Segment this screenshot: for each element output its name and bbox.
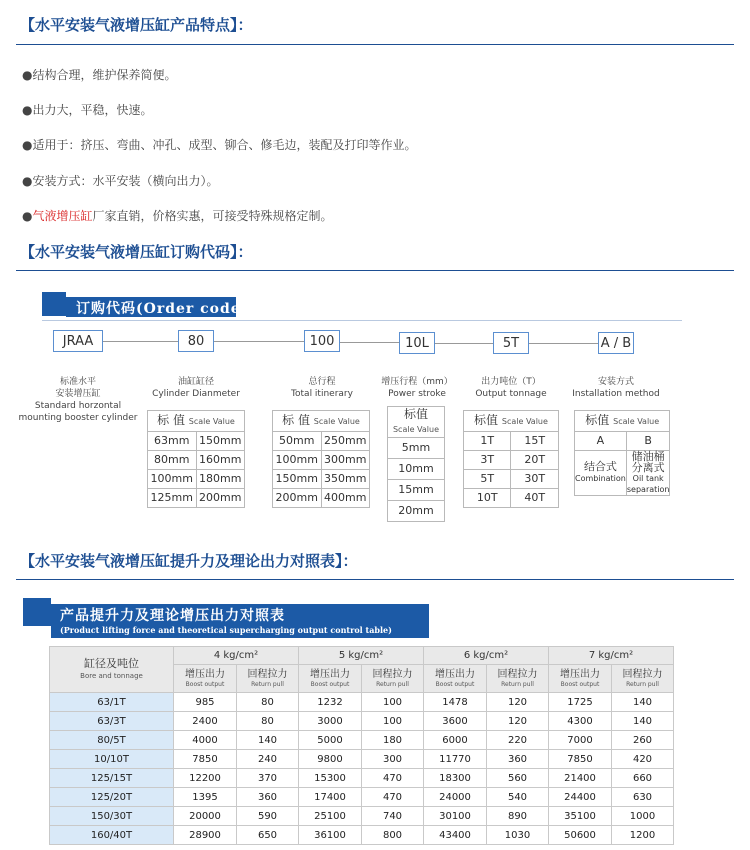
table-cell: 150mm [196, 432, 245, 451]
table-cell: 15T [511, 432, 559, 451]
boost-output-cell: 2400 [174, 712, 237, 731]
table-row [273, 451, 370, 470]
table-row [388, 459, 445, 480]
force-table-body [50, 693, 674, 845]
bore-tonnage-cell: 63/1T [50, 693, 174, 712]
table-cell: 10T [464, 489, 511, 508]
table-header: 标 值 Scale Value [273, 411, 370, 432]
boost-output-cell: 43400 [424, 826, 487, 845]
section-divider [16, 270, 734, 271]
table-cell: 400mm [321, 489, 370, 508]
boost-output-cell: 12200 [174, 769, 237, 788]
boost-output-cell: 50600 [549, 826, 612, 845]
table-row [50, 807, 674, 826]
boost-output-cell: 7850 [174, 750, 237, 769]
return-pull-cell: 140 [612, 693, 674, 712]
table-cell: 50mm [273, 432, 322, 451]
table-cell: 100mm [273, 451, 322, 470]
table-row [575, 411, 670, 432]
return-pull-cell: 120 [487, 712, 549, 731]
table-cell: 125mm [148, 489, 197, 508]
code-connector [529, 343, 598, 344]
table-row [464, 411, 559, 432]
return-pull-cell: 740 [362, 807, 424, 826]
boost-output-cell: 4000 [174, 731, 237, 750]
code-connector [340, 342, 399, 343]
boost-output-cell: 4300 [549, 712, 612, 731]
table-cell: 350mm [321, 470, 370, 489]
table-cell: 10mm [388, 459, 445, 480]
table-cell: B [626, 432, 670, 451]
return-header: 回程拉力 Return pull [362, 665, 424, 693]
bore-tonnage-cell: 150/30T [50, 807, 174, 826]
return-pull-cell: 360 [237, 788, 299, 807]
boost-output-cell: 11770 [424, 750, 487, 769]
force-table-ribbon-title: 产品提升力及理论增压出力对照表 [60, 608, 285, 624]
power-stroke-value-table [387, 406, 445, 522]
return-pull-cell: 660 [612, 769, 674, 788]
feature-item: ●结构合理，维护保养简便。 [22, 68, 177, 82]
table-row [50, 826, 674, 845]
bore-value-table [147, 410, 245, 508]
table-cell: 1T [464, 432, 511, 451]
table-header: 标值 Scale Value [388, 407, 445, 438]
boost-output-cell: 24400 [549, 788, 612, 807]
pressure-header: 7 kg/cm² [549, 647, 674, 665]
tonnage-value-table [463, 410, 559, 508]
boost-output-cell: 9800 [299, 750, 362, 769]
pressure-header: 6 kg/cm² [424, 647, 549, 665]
boost-output-cell: 24000 [424, 788, 487, 807]
return-pull-cell: 800 [362, 826, 424, 845]
boost-output-cell: 1478 [424, 693, 487, 712]
table-cell: 40T [511, 489, 559, 508]
boost-output-cell: 17400 [299, 788, 362, 807]
table-row [388, 438, 445, 459]
table-cell: 15mm [388, 480, 445, 501]
boost-output-cell: 7850 [549, 750, 612, 769]
return-pull-cell: 370 [237, 769, 299, 788]
bore-tonnage-cell: 125/15T [50, 769, 174, 788]
feature-item: ●出力大，平稳，快速。 [22, 103, 153, 117]
return-pull-cell: 360 [487, 750, 549, 769]
return-pull-cell: 630 [612, 788, 674, 807]
return-pull-cell: 470 [362, 788, 424, 807]
table-cell: 250mm [321, 432, 370, 451]
table-row [148, 411, 245, 432]
code-total-stroke: 100 [304, 330, 340, 352]
table-row [273, 411, 370, 432]
boost-output-cell: 1395 [174, 788, 237, 807]
code-connector [103, 341, 178, 342]
table-cell: 5mm [388, 438, 445, 459]
return-pull-cell: 650 [237, 826, 299, 845]
table-cell: A [575, 432, 627, 451]
table-cell: 20mm [388, 501, 445, 522]
product-link-text[interactable]: 气液增压缸 [32, 209, 93, 223]
code-power-stroke: 10L [399, 332, 435, 354]
bore-tonnage-cell: 10/10T [50, 750, 174, 769]
install-value-table [574, 410, 670, 496]
boost-output-cell: 6000 [424, 731, 487, 750]
table-row [148, 451, 245, 470]
table-row [50, 731, 674, 750]
ribbon-accent [42, 292, 66, 316]
boost-output-cell: 5000 [299, 731, 362, 750]
table-cell: 5T [464, 470, 511, 489]
table-cell: 100mm [148, 470, 197, 489]
boost-output-cell: 18300 [424, 769, 487, 788]
table-row [50, 647, 674, 665]
bore-header: 缸径及吨位 Bore and tonnage [50, 647, 174, 693]
table-row [50, 712, 674, 731]
return-pull-cell: 180 [362, 731, 424, 750]
feature-item: ●适用于：挤压、弯曲、冲孔、成型、铆合、修毛边，装配及打印等作业。 [22, 138, 417, 152]
code-tonnage: 5T [493, 332, 529, 354]
return-pull-cell: 1030 [487, 826, 549, 845]
bore-tonnage-cell: 80/5T [50, 731, 174, 750]
table-row [388, 480, 445, 501]
table-row [464, 451, 559, 470]
table-row [273, 432, 370, 451]
table-header: 标值 Scale Value [575, 411, 670, 432]
label-series: 标准水平 安装增压缸 Standard horzontal mounting booster cylinder [18, 377, 138, 423]
table-header: 标 值 Scale Value [148, 411, 245, 432]
return-pull-cell: 890 [487, 807, 549, 826]
table-header: 标值 Scale Value [464, 411, 559, 432]
return-pull-cell: 260 [612, 731, 674, 750]
pressure-header: 4 kg/cm² [174, 647, 299, 665]
return-pull-cell: 420 [612, 750, 674, 769]
table-cell: 300mm [321, 451, 370, 470]
table-row [273, 470, 370, 489]
boost-output-cell: 1232 [299, 693, 362, 712]
code-connector [435, 343, 493, 344]
table-cell: 63mm [148, 432, 197, 451]
table-row [388, 407, 445, 438]
return-pull-cell: 140 [612, 712, 674, 731]
feature-item-factory: ●气液增压缸厂家直销，价格实惠，可接受特殊规格定制。 [22, 209, 333, 223]
return-header: 回程拉力 Return pull [237, 665, 299, 693]
boost-output-cell: 7000 [549, 731, 612, 750]
boost-header: 增压出力 Boost output [549, 665, 612, 693]
label-power-stroke: 增压行程（mm） Power stroke [381, 377, 453, 399]
total-stroke-value-table [272, 410, 370, 508]
return-pull-cell: 540 [487, 788, 549, 807]
table-cell: 150mm [273, 470, 322, 489]
boost-output-cell: 985 [174, 693, 237, 712]
force-table-ribbon-subtitle: (Product lifting force and theoretical supercharging output control table) [60, 625, 392, 635]
section-title-features: 【水平安装气液增压缸产品特点】： [20, 16, 253, 34]
return-pull-cell: 560 [487, 769, 549, 788]
boost-output-cell: 36100 [299, 826, 362, 845]
return-pull-cell: 140 [237, 731, 299, 750]
code-install: A / B [598, 332, 634, 354]
table-row [50, 788, 674, 807]
return-pull-cell: 80 [237, 693, 299, 712]
table-row [464, 432, 559, 451]
label-total-stroke: 总行程 Total itinerary [291, 377, 353, 399]
label-install: 安装方式 Installation method [572, 377, 660, 399]
table-row [50, 769, 674, 788]
section-divider [16, 44, 734, 45]
return-pull-cell: 1000 [612, 807, 674, 826]
boost-output-cell: 30100 [424, 807, 487, 826]
table-cell: 3T [464, 451, 511, 470]
table-row [464, 470, 559, 489]
return-pull-cell: 300 [362, 750, 424, 769]
table-cell: 200mm [273, 489, 322, 508]
force-comparison-table [49, 646, 674, 845]
return-pull-cell: 100 [362, 712, 424, 731]
table-row [148, 432, 245, 451]
table-row [273, 489, 370, 508]
table-cell: 200mm [196, 489, 245, 508]
return-header: 回程拉力 Return pull [487, 665, 549, 693]
return-header: 回程拉力 Return pull [612, 665, 674, 693]
return-pull-cell: 1200 [612, 826, 674, 845]
boost-output-cell: 35100 [549, 807, 612, 826]
table-cell: 80mm [148, 451, 197, 470]
table-row [148, 489, 245, 508]
pressure-header: 5 kg/cm² [299, 647, 424, 665]
boost-header: 增压出力 Boost output [174, 665, 237, 693]
table-row [388, 501, 445, 522]
ribbon-accent [23, 598, 51, 626]
order-code-ribbon: 订购代码(Order code) [76, 301, 249, 317]
table-row [575, 451, 670, 496]
table-cell: 结合式 Combination [575, 451, 627, 496]
return-pull-cell: 100 [362, 693, 424, 712]
section-title-force-table: 【水平安装气液增压缸提升力及理论出力对照表】： [20, 552, 358, 570]
boost-output-cell: 25100 [299, 807, 362, 826]
section-title-order-code: 【水平安装气液增压缸订购代码】： [20, 243, 253, 261]
boost-output-cell: 28900 [174, 826, 237, 845]
boost-output-cell: 20000 [174, 807, 237, 826]
boost-output-cell: 3000 [299, 712, 362, 731]
bore-tonnage-cell: 63/3T [50, 712, 174, 731]
boost-header: 增压出力 Boost output [299, 665, 362, 693]
return-pull-cell: 470 [362, 769, 424, 788]
table-row [50, 693, 674, 712]
table-row [148, 470, 245, 489]
ribbon-underline [42, 320, 682, 321]
boost-header: 增压出力 Boost output [424, 665, 487, 693]
boost-output-cell: 15300 [299, 769, 362, 788]
boost-output-cell: 1725 [549, 693, 612, 712]
table-row [575, 432, 670, 451]
table-cell: 160mm [196, 451, 245, 470]
bore-tonnage-cell: 160/40T [50, 826, 174, 845]
code-connector [214, 341, 304, 342]
return-pull-cell: 220 [487, 731, 549, 750]
code-series: JRAA [53, 330, 103, 352]
table-cell: 30T [511, 470, 559, 489]
boost-output-cell: 21400 [549, 769, 612, 788]
return-pull-cell: 590 [237, 807, 299, 826]
section-divider [16, 579, 734, 580]
feature-item: ●安装方式：水平安装（横向出力）。 [22, 174, 219, 188]
table-cell: 储油桶 分离式 Oil tank separation [626, 450, 670, 494]
bore-tonnage-cell: 125/20T [50, 788, 174, 807]
table-row [50, 750, 674, 769]
return-pull-cell: 80 [237, 712, 299, 731]
label-tonnage: 出力吨位（T） Output tonnage [475, 377, 547, 399]
return-pull-cell: 240 [237, 750, 299, 769]
code-bore: 80 [178, 330, 214, 352]
table-cell: 180mm [196, 470, 245, 489]
label-bore: 油缸缸径 Cylinder Dianmeter [152, 377, 240, 399]
return-pull-cell: 120 [487, 693, 549, 712]
boost-output-cell: 3600 [424, 712, 487, 731]
table-cell: 20T [511, 451, 559, 470]
table-row [464, 489, 559, 508]
